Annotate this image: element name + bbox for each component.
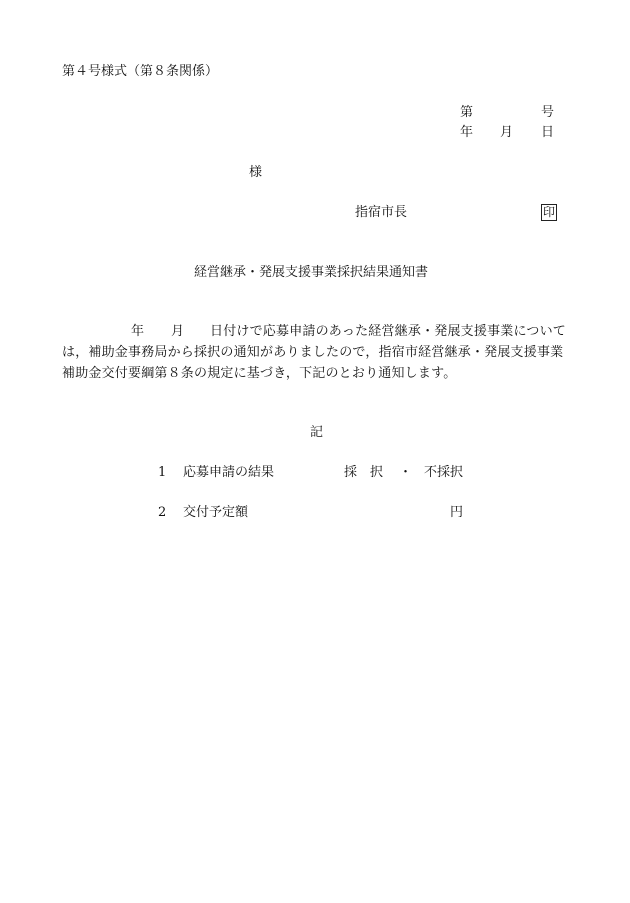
body-line-2: は，補助金事務局から採択の通知がありましたので，指宿市経営継承・発展支援事業	[62, 345, 564, 360]
date-day: 日	[541, 125, 555, 140]
seal-mark: 印	[541, 204, 557, 221]
option-adopted: 採 択	[344, 465, 384, 480]
doc-number-prefix: 第	[460, 105, 474, 120]
item-2-label: 交付予定額	[183, 505, 249, 520]
option-not-adopted: 不採択	[424, 465, 464, 480]
ki-heading: 記	[310, 425, 324, 440]
sender-name: 指宿市長	[355, 205, 408, 220]
item-2-unit: 円	[450, 505, 464, 520]
addressee-honorific: 様	[249, 165, 263, 180]
document-title: 経営継承・発展支援事業採択結果通知書	[194, 265, 429, 280]
body-line-1: 日付けで応募申請のあった経営継承・発展支援事業について	[210, 324, 567, 339]
date-year: 年	[460, 125, 474, 140]
option-separator: ・	[399, 465, 413, 480]
body-year: 年	[131, 324, 145, 339]
body-month: 月	[171, 324, 185, 339]
date-month: 月	[500, 125, 514, 140]
item-2-number: 2	[158, 505, 167, 520]
item-1-number: 1	[158, 465, 167, 480]
form-label: 第４号様式（第８条関係）	[62, 64, 219, 79]
body-line-3: 補助金交付要綱第８条の規定に基づき，下記のとおり通知します。	[62, 366, 457, 381]
doc-number-suffix: 号	[541, 105, 555, 120]
item-1-label: 応募申請の結果	[183, 465, 275, 480]
